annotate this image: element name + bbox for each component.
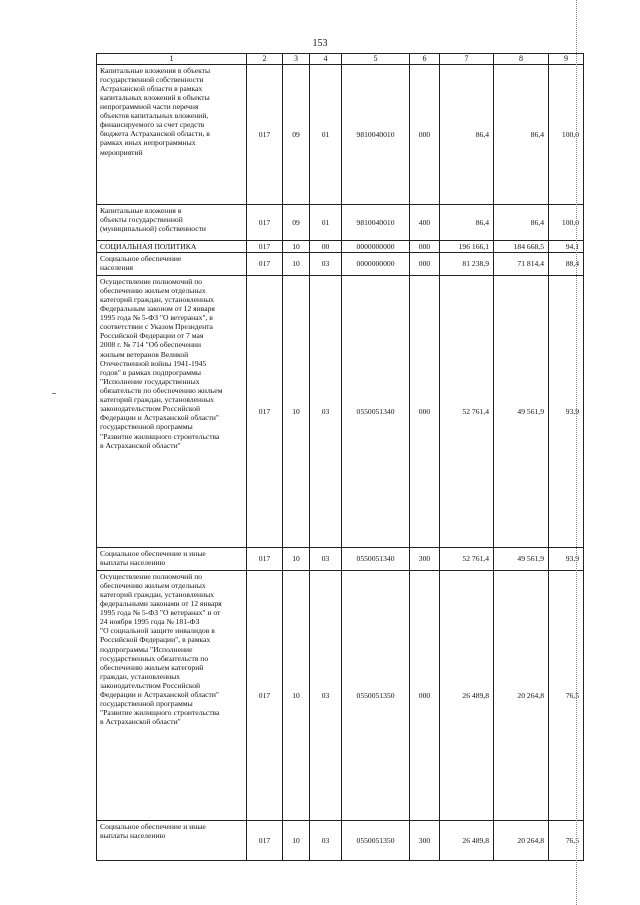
cell-planned: 86,4 [440,204,494,240]
table-header-row [97,54,584,65]
cell-section: 10 [283,275,310,547]
cell-actual: 20 264,8 [494,820,549,860]
cell-section: 09 [283,64,310,204]
scan-edge-line [576,0,577,905]
cell-subsection: 01 [310,64,342,204]
cell-expense-type: 000 [410,275,440,547]
cell-subsection: 03 [310,547,342,570]
column-header: 6 [410,54,440,65]
cell-actual: 184 668,5 [494,240,549,252]
cell-ministry: 017 [247,64,283,204]
cell-percent: 100,0 [549,204,584,240]
cell-planned: 81 238,9 [440,252,494,275]
table-row [97,820,584,860]
cell-actual: 49 561,9 [494,547,549,570]
row-name: Осуществление полномочий по обеспечению жильем отдельных категорий граждан, установленных федеральными законами от 12 января 1995 года № 5-ФЗ "О ветеранах" и от 24 ноября 1995 года № 181-ФЗ "О социальной защите инвалидов в Российской Федерации", в рамках подпрограммы "Исполнение государственных обязательств по обеспечению жильем категорий граждан, установленных законодательством Российской Федерации и Астраханской области" государственной программы "Развитие жилищного строительства в Астраханской области" [97,570,247,820]
table-row [97,204,584,240]
cell-target-article: 0000000000 [342,240,410,252]
cell-subsection: 03 [310,275,342,547]
column-header: 4 [310,54,342,65]
cell-subsection: 03 [310,570,342,820]
column-header: 3 [283,54,310,65]
cell-subsection: 00 [310,240,342,252]
cell-section: 10 [283,240,310,252]
cell-planned: 52 761,4 [440,547,494,570]
table-row [97,570,584,820]
cell-actual: 20 264,8 [494,570,549,820]
cell-expense-type: 300 [410,820,440,860]
cell-ministry: 017 [247,547,283,570]
cell-ministry: 017 [247,240,283,252]
cell-ministry: 017 [247,204,283,240]
cell-expense-type: 000 [410,240,440,252]
cell-section: 09 [283,204,310,240]
row-name: Социальное обеспечение и иные выплаты населению [97,820,247,860]
cell-expense-type: 000 [410,252,440,275]
row-name: Осуществление полномочий по обеспечению жильем отдельных категорий граждан, установленных Федеральным законом от 12 января 1995 года № 5-ФЗ "О ветеранах", в соответствии с Указом Президента Российской Федерации от 7 мая 2008 г. № 714 "Об обеспечении жильем ветеранов Великой Отечественной войны 1941-1945 годов" в рамках подпрограммы "Исполнение государственных обязательств по обеспечению жильем категорий граждан, установленных законодательством Российской Федерации и Астраханской области" государственной программы "Развитие жилищного строительства в Астраханской области" [97,275,247,547]
cell-section: 10 [283,820,310,860]
cell-actual: 86,4 [494,204,549,240]
row-name: Социальное обеспечение и иные выплаты населению [97,547,247,570]
table-row [97,275,584,547]
row-name: Капитальные вложения в объекты государственной (муниципальной) собственности [97,204,247,240]
cell-section: 10 [283,547,310,570]
cell-target-article: 9810040010 [342,64,410,204]
cell-percent: 93,9 [549,547,584,570]
row-name: Социальное обеспечение населения [97,252,247,275]
cell-planned: 196 166,1 [440,240,494,252]
cell-planned: 26 489,8 [440,570,494,820]
column-header: 1 [97,54,247,65]
budget-table [96,53,584,861]
cell-expense-type: 400 [410,204,440,240]
table-row [97,64,584,204]
row-name: Капитальные вложения в объекты государственной собственности Астраханской области в рамках капитальных вложений в объекты непрограммной части перечня объектов капитальных вложений, финансируемого за счет средств бюджета Астраханской области, в рамках иных непрограммных мероприятий [97,64,247,204]
cell-percent: 93,9 [549,275,584,547]
cell-planned: 86,4 [440,64,494,204]
cell-planned: 52 761,4 [440,275,494,547]
table-row [97,252,584,275]
scan-mark [52,393,56,394]
cell-subsection: 03 [310,820,342,860]
cell-expense-type: 300 [410,547,440,570]
cell-subsection: 01 [310,204,342,240]
table-row [97,240,584,252]
row-name: СОЦИАЛЬНАЯ ПОЛИТИКА [97,240,247,252]
cell-percent: 88,4 [549,252,584,275]
cell-expense-type: 000 [410,570,440,820]
column-header: 5 [342,54,410,65]
column-header: 9 [549,54,584,65]
cell-actual: 49 561,9 [494,275,549,547]
cell-percent: 76,5 [549,820,584,860]
cell-target-article: 0000000000 [342,252,410,275]
cell-target-article: 0550051350 [342,570,410,820]
cell-subsection: 03 [310,252,342,275]
cell-target-article: 0550051340 [342,275,410,547]
cell-planned: 26 489,8 [440,820,494,860]
table-row [97,547,584,570]
cell-ministry: 017 [247,570,283,820]
cell-expense-type: 000 [410,64,440,204]
cell-actual: 86,4 [494,64,549,204]
cell-actual: 71 814,4 [494,252,549,275]
column-header: 2 [247,54,283,65]
cell-ministry: 017 [247,252,283,275]
cell-target-article: 0550051340 [342,547,410,570]
column-header: 8 [494,54,549,65]
cell-percent: 76,5 [549,570,584,820]
cell-percent: 94,1 [549,240,584,252]
cell-ministry: 017 [247,820,283,860]
cell-ministry: 017 [247,275,283,547]
cell-section: 10 [283,570,310,820]
page-number: 153 [312,38,328,49]
column-header: 7 [440,54,494,65]
cell-target-article: 9810040010 [342,204,410,240]
cell-target-article: 0550051350 [342,820,410,860]
cell-section: 10 [283,252,310,275]
cell-percent: 100,0 [549,64,584,204]
